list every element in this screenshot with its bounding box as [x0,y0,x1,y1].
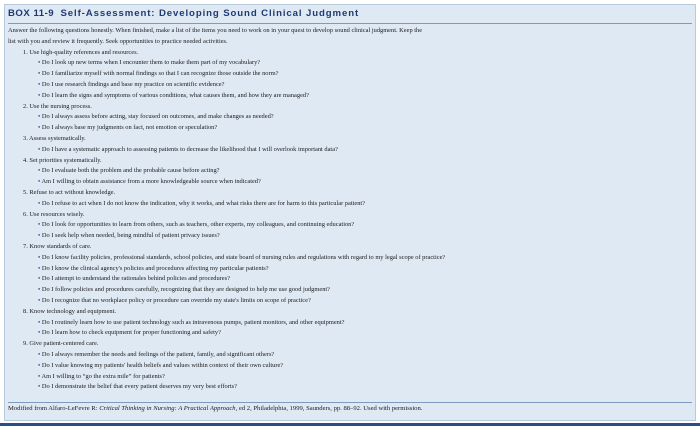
bullet-icon: • [38,286,41,294]
checklist-question [8,199,693,210]
bullet-icon: • [38,372,41,380]
checklist-question [8,145,693,156]
checklist-question [8,274,693,285]
question-text: Am I willing to obtain assistance from a more knowledgeable source when indicated? [41,178,261,186]
bullet-icon: • [38,329,41,337]
checklist-question [8,350,693,361]
question-text: Do I value knowing my patients' health beliefs and values within context of their own culture? [41,361,284,369]
bullet-icon: • [38,232,41,240]
bullet-icon: • [38,318,41,326]
box-label: BOX 11-9 [8,8,55,19]
intro-line-1: Answer the following questions honestly. When finished, make a list of the items you need to work on in your quest to develop sound clinical judgment. Keep the [8,27,423,34]
question-text: Do I familiarize myself with normal findings so that I can recognize those outside the norm? [41,70,279,78]
checklist-question [8,328,693,339]
section-heading: 7. Know standards of care. [23,242,92,250]
question-text: Do I attempt to understand the rationales behind policies and procedures? [41,275,230,283]
bullet-icon: • [38,275,41,283]
question-text: Do I routinely learn how to use patient technology such as intravenous pumps, patient monitors, and other equipment? [41,318,345,326]
box-content [8,26,693,393]
checklist-question [8,318,693,329]
section-heading: 3. Assess systematically. [23,134,86,142]
checklist-question [8,166,693,177]
question-text: Do I learn how to check equipment for proper functioning and safety? [41,329,221,337]
checklist-question [8,123,693,134]
checklist-question [8,285,693,296]
question-text: Do I recognize that no workplace policy or procedure can override my state's limits on scope of practice? [41,296,311,304]
checklist-question [8,253,693,264]
bullet-icon: • [38,221,41,229]
bullet-icon: • [38,199,41,207]
title-divider [8,23,692,24]
box-title-text: Self-Assessment: Developing Sound Clinical Judgment [60,8,360,19]
checklist-question [8,296,693,307]
section-heading: 2. Use the nursing process. [23,102,92,110]
footnote-prefix: Modified from Alfaro-LeFevre R: [8,405,100,412]
checklist-question [8,361,693,372]
checklist-question [8,264,693,275]
checklist-question [8,69,693,80]
bullet-icon: • [38,80,41,88]
intro-line-2: list with you and review it frequently. Seek opportunities to practice needed activities. [8,37,228,45]
question-text: Do I always remember the needs and feelings of the patient, family, and significant others? [41,350,275,358]
question-text: Do I always base my judgments on fact, not emotion or speculation? [41,124,218,132]
source-footnote [8,402,692,413]
section-heading: 4. Set priorities systematically. [23,156,102,164]
section-heading: 5. Refuse to act without knowledge. [23,188,116,196]
checklist-question [8,220,693,231]
section-heading: 8. Know technology and equipment. [23,307,117,315]
bullet-icon: • [38,124,41,132]
checklist-question [8,231,693,242]
question-text: Do I know facility policies, professional standards, school policies, and state board of nursing rules and regulations with regard to my legal scope of practice? [41,253,446,261]
bullet-icon: • [38,264,41,272]
bullet-icon: • [38,361,41,369]
question-text: Do I learn the signs and symptoms of various conditions, what causes them, and how they are managed? [41,91,309,99]
section-heading: 1. Use high-quality references and resources. [23,48,139,56]
bullet-icon: • [38,59,41,67]
question-text: Am I willing to “go the extra mile” for patients? [41,372,165,380]
self-assessment-box [4,4,696,421]
bullet-icon: • [38,113,41,121]
checklist-question [8,58,693,69]
checklist-question [8,177,693,188]
bullet-icon: • [38,253,41,261]
section-heading: 6. Use resources wisely. [23,210,85,218]
bullet-icon: • [38,383,41,391]
question-text: Do I seek help when needed, being mindful of patient privacy issues? [41,232,220,240]
section-heading: 9. Give patient-centered care. [23,340,99,348]
bullet-icon: • [38,350,41,358]
footnote-suffix: ed 2, Philadelphia, 1999, Saunders, pp. 88–92. Used with permission. [237,405,423,412]
bullet-icon: • [38,296,41,304]
question-text: Do I look up new terms when I encounter them to make them part of my vocabulary? [41,59,261,67]
question-text: Do I have a systematic approach to assessing patients to decrease the likelihood that I will overlook important data? [41,145,338,153]
question-text: Do I use research findings and base my practice on scientific evidence? [41,80,225,88]
bullet-icon: • [38,167,41,175]
question-text: Do I know the clinical agency's policies and procedures affecting my particular patients? [41,264,269,272]
checklist-question [8,382,693,393]
checklist-question [8,112,693,123]
box-title [8,8,359,19]
checklist-question [8,80,693,91]
question-text: Do I refuse to act when I do not know the indication, why it works, and what risks there are for harm to this particular patient? [41,199,366,207]
question-text: Do I always assess before acting, stay focused on outcomes, and make changes as needed? [41,113,274,121]
footnote-book-title: Critical Thinking in Nursing: A Practical Approach, [99,405,238,412]
checklist-question [8,372,693,383]
bullet-icon: • [38,91,41,99]
question-text: Do I demonstrate the belief that every patient deserves my very best efforts? [41,383,237,391]
checklist-question [8,91,693,102]
question-text: Do I evaluate both the problem and the probable cause before acting? [41,167,220,175]
bullet-icon: • [38,70,41,78]
bullet-icon: • [38,145,41,153]
question-text: Do I look for opportunities to learn from others, such as teachers, other experts, my colleagues, and continuing education? [41,221,355,229]
checklist [8,48,693,394]
question-text: Do I follow policies and procedures carefully, recognizing that they are designed to help me use good judgment? [41,286,330,294]
bullet-icon: • [38,178,41,186]
